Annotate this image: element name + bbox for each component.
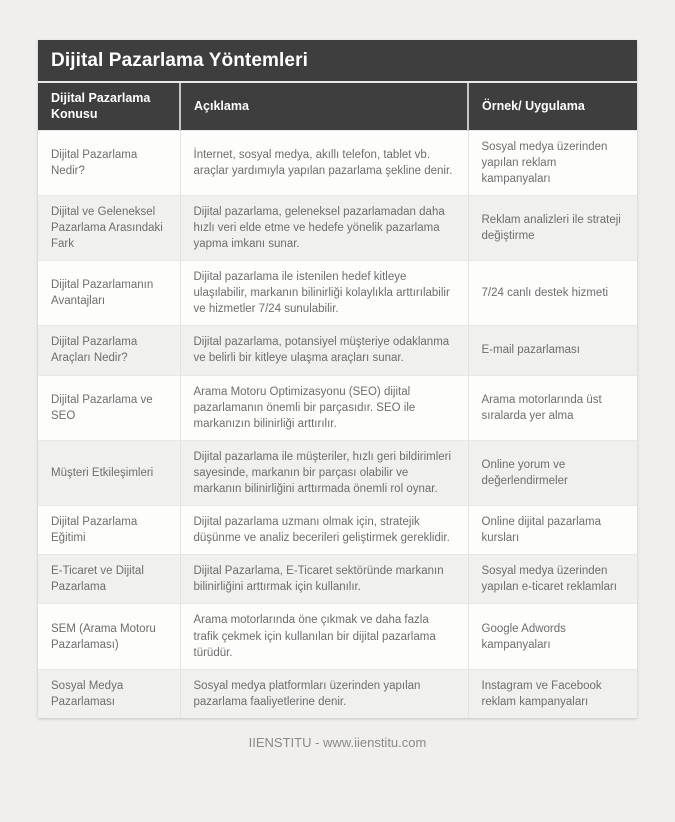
cell-example: Instagram ve Facebook reklam kampanyaları	[468, 669, 637, 718]
cell-topic: Dijital Pazarlama Eğitimi	[38, 506, 180, 555]
cell-description: Arama motorlarında öne çıkmak ve daha fazla trafik çekmek için kullanılan bir dijital pazarlama türüdür.	[180, 604, 468, 669]
cell-example: Arama motorlarında üst sıralarda yer alma	[468, 375, 637, 440]
cell-description: Dijital Pazarlama, E-Ticaret sektöründe markanın bilinirliğini arttırmak için kullanılır.	[180, 555, 468, 604]
digital-marketing-table	[38, 83, 637, 718]
table-row	[38, 326, 637, 375]
cell-topic: Dijital ve Geleneksel Pazarlama Arasındaki Fark	[38, 195, 180, 260]
page-title: Dijital Pazarlama Yöntemleri	[38, 40, 637, 83]
cell-example: Online dijital pazarlama kursları	[468, 506, 637, 555]
cell-topic: Sosyal Medya Pazarlaması	[38, 669, 180, 718]
cell-description: Sosyal medya platformları üzerinden yapılan pazarlama faaliyetlerine denir.	[180, 669, 468, 718]
table-card	[38, 40, 637, 718]
cell-example: 7/24 canlı destek hizmeti	[468, 261, 637, 326]
cell-example: Sosyal medya üzerinden yapılan e-ticaret reklamları	[468, 555, 637, 604]
table-row	[38, 669, 637, 718]
table-row	[38, 604, 637, 669]
cell-topic: Müşteri Etkileşimleri	[38, 440, 180, 505]
table-row	[38, 506, 637, 555]
table-row	[38, 195, 637, 260]
cell-topic: SEM (Arama Motoru Pazarlaması)	[38, 604, 180, 669]
cell-description: Arama Motoru Optimizasyonu (SEO) dijital pazarlamanın önemli bir parçasıdır. SEO ile markanızın bilinirliği arttırılır.	[180, 375, 468, 440]
cell-example: Reklam analizleri ile strateji değiştirme	[468, 195, 637, 260]
cell-description: Dijital pazarlama, potansiyel müşteriye odaklanma ve belirli bir kitleye ulaşma araçları sunar.	[180, 326, 468, 375]
table-row	[38, 555, 637, 604]
column-header-example: Örnek/ Uygulama	[468, 83, 637, 130]
cell-topic: Dijital Pazarlamanın Avantajları	[38, 261, 180, 326]
cell-topic: Dijital Pazarlama ve SEO	[38, 375, 180, 440]
table-row	[38, 440, 637, 505]
column-header-description: Açıklama	[180, 83, 468, 130]
cell-description: Dijital pazarlama, geleneksel pazarlamadan daha hızlı veri elde etme ve hedefe yönelik pazarlama yapma imkanı sunar.	[180, 195, 468, 260]
table-row	[38, 261, 637, 326]
cell-example: Google Adwords kampanyaları	[468, 604, 637, 669]
cell-topic: E-Ticaret ve Dijital Pazarlama	[38, 555, 180, 604]
table-row	[38, 130, 637, 195]
cell-example: E-mail pazarlaması	[468, 326, 637, 375]
cell-example: Sosyal medya üzerinden yapılan reklam kampanyaları	[468, 130, 637, 195]
cell-description: Dijital pazarlama ile istenilen hedef kitleye ulaşılabilir, markanın bilinirliği kolaylıkla arttırılabilir ve hizmetler 7/24 sunulabilir.	[180, 261, 468, 326]
cell-example: Online yorum ve değerlendirmeler	[468, 440, 637, 505]
cell-description: Dijital pazarlama ile müşteriler, hızlı geri bildirimleri sayesinde, markanın bir parçası olabilir ve markanın bilinirliğini arttırmada önemli rol oynar.	[180, 440, 468, 505]
cell-description: İnternet, sosyal medya, akıllı telefon, tablet vb. araçlar yardımıyla yapılan pazarlama şekline denir.	[180, 130, 468, 195]
column-header-topic: Dijital Pazarlama Konusu	[38, 83, 180, 130]
cell-topic: Dijital Pazarlama Nedir?	[38, 130, 180, 195]
footer-credit: IIENSTITU - www.iienstitu.com	[248, 734, 427, 750]
cell-description: Dijital pazarlama uzmanı olmak için, stratejik düşünme ve analiz becerileri geliştirmek gereklidir.	[180, 506, 468, 555]
table-row	[38, 375, 637, 440]
cell-topic: Dijital Pazarlama Araçları Nedir?	[38, 326, 180, 375]
table-header-row	[38, 83, 637, 130]
